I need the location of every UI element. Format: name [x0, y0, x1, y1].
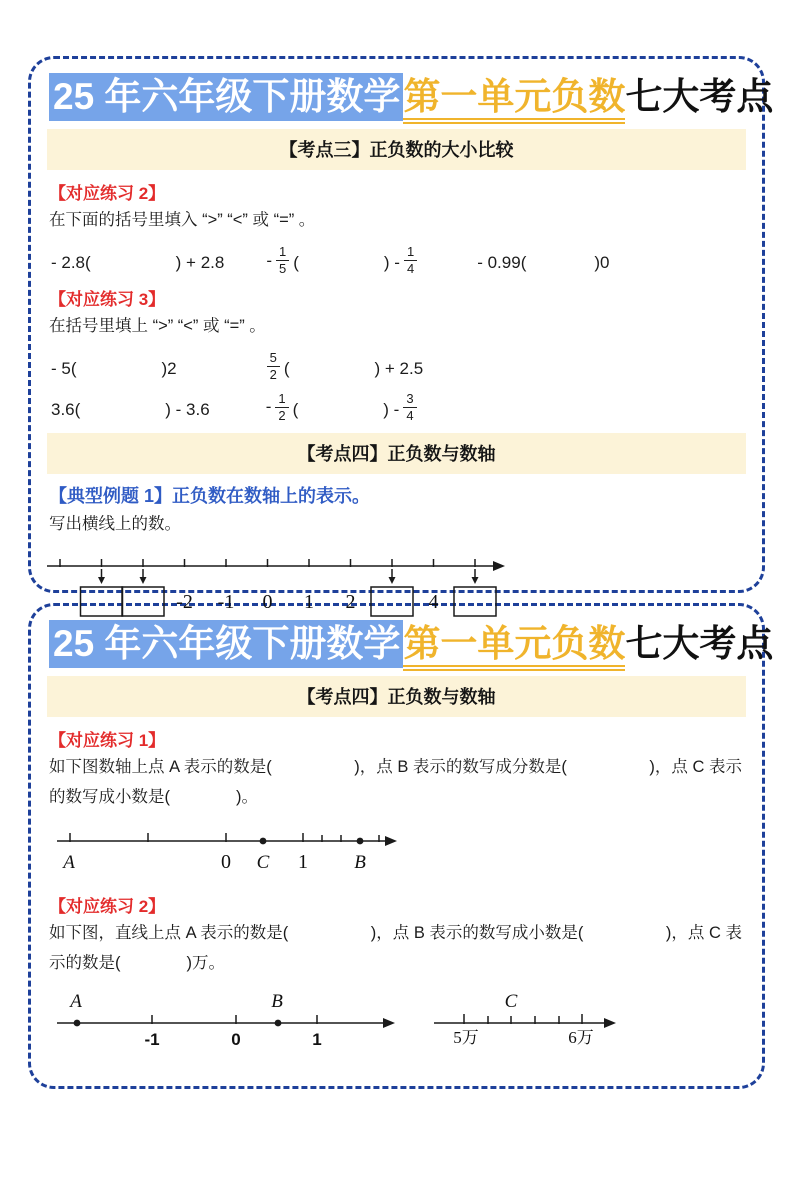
compare-item: - 2.8( ) + 2.8	[51, 253, 225, 273]
practice3-label: 【对应练习 3】	[49, 290, 166, 310]
svg-text:C: C	[504, 990, 518, 1012]
point-B-dot	[275, 1019, 282, 1026]
svg-text:0: 0	[231, 1029, 241, 1049]
svg-text:-2: -2	[176, 590, 193, 613]
axis-right-arrow	[383, 1018, 395, 1028]
title-highlighted-part: 25 年六年级下册数学	[49, 620, 403, 668]
axis-labels	[68, 991, 322, 1049]
title-rest-part: 七大考点	[625, 76, 774, 117]
axis-right-arrow	[385, 836, 397, 846]
svg-text:1: 1	[304, 590, 314, 613]
typical-example-text: 正负数在数轴上的表示。	[172, 486, 371, 507]
compare-item: - 5( )2	[51, 359, 177, 379]
axis-right-arrow	[604, 1018, 616, 1028]
practice2-label: 【对应练习 2】	[49, 184, 166, 204]
compare-item: 3.6( ) - 3.6	[51, 399, 210, 419]
section-banner-kaodian4: 【考点四】正负数与数轴	[47, 433, 746, 474]
worksheet-panel-1	[28, 56, 774, 613]
numberline-practice1-figure	[55, 828, 746, 876]
svg-text:A: A	[70, 990, 82, 1012]
fraction-1-5: $\frac{1}{5}$	[276, 245, 289, 277]
fraction-1-4: $\frac{1}{4}$	[404, 245, 417, 277]
practice1-question: 如下图数轴上点 A 表示的数是( )，点 B 表示的数写成分数是( )，点 C 表示的数写成小数是( )。	[49, 758, 742, 806]
compare-item: ( ) -	[293, 253, 400, 273]
compare-item: ( ) -	[292, 399, 400, 419]
svg-text:0: 0	[262, 590, 273, 613]
svg-text:-1: -1	[144, 1029, 160, 1049]
fraction-3-4: $\frac{3}{4}$	[403, 392, 416, 424]
svg-text:C: C	[256, 852, 270, 874]
fraction-1-2: $\frac{1}{2}$	[275, 392, 288, 424]
section-banner-kaodian3: 【考点三】正负数的大小比较	[47, 129, 746, 170]
page-title	[49, 620, 774, 668]
svg-text:B: B	[354, 852, 366, 874]
numberline-C-wan	[429, 990, 644, 1051]
svg-text:2: 2	[345, 590, 356, 613]
minus-sign: -	[265, 397, 272, 417]
svg-text:-1: -1	[217, 590, 235, 613]
title-underlined-part: 第一单元负数	[403, 623, 625, 671]
svg-text:B: B	[271, 990, 283, 1012]
svg-text:5万: 5万	[453, 1027, 479, 1047]
worksheet-panel-2	[28, 603, 774, 1089]
axis-labels	[61, 851, 366, 873]
example-prompt: 写出横线上的数。	[49, 515, 181, 534]
numberline-practice2-figures	[47, 990, 746, 1051]
fraction-5-2: $\frac{5}{2}$	[267, 351, 280, 383]
svg-text:6万: 6万	[568, 1027, 594, 1047]
title-rest-part: 七大考点	[625, 623, 774, 664]
typical-example-label: 【典型例题 1】	[49, 486, 173, 507]
typical-example-line	[49, 482, 746, 508]
compare-item: ( ) + 2.5	[283, 359, 424, 379]
svg-text:1: 1	[312, 1029, 322, 1049]
practice2-question: 如下图，直线上点 A 表示的数是( )，点 B 表示的数写成小数是( )，点 C 表示的数是( )万。	[49, 924, 742, 973]
numberline-AB	[55, 990, 423, 1051]
minus-sign: -	[266, 250, 273, 270]
numberline-ABC	[55, 828, 455, 876]
pointer-arrows	[98, 569, 479, 584]
point-B-dot	[357, 838, 364, 845]
practice3-expression-row2	[51, 392, 746, 424]
practice2-expression-row	[51, 245, 746, 277]
point-C-dot	[260, 838, 267, 845]
svg-text:4: 4	[428, 590, 439, 613]
svg-text:0: 0	[221, 851, 231, 874]
practice2-label: 【对应练习 2】	[49, 897, 166, 917]
compare-item: - 0.99( )0	[477, 253, 610, 273]
title-highlighted-part: 25 年六年级下册数学	[49, 73, 403, 121]
axis-labels	[453, 991, 594, 1047]
practice2-instruction: 在下面的括号里填入 “>” “<” 或 “=” 。	[49, 211, 316, 230]
point-A-dot	[74, 1019, 81, 1026]
practice1-label: 【对应练习 1】	[49, 731, 166, 751]
svg-text:1: 1	[298, 851, 308, 874]
svg-text:A: A	[63, 852, 75, 874]
section-banner-kaodian4: 【考点四】正负数与数轴	[47, 676, 746, 717]
page-title	[49, 73, 774, 121]
title-underlined-part: 第一单元负数	[403, 76, 625, 124]
axis-right-arrow	[493, 561, 505, 571]
practice3-instruction: 在括号里填上 “>” “<” 或 “=” 。	[49, 317, 266, 336]
practice3-expression-row1	[51, 351, 746, 383]
